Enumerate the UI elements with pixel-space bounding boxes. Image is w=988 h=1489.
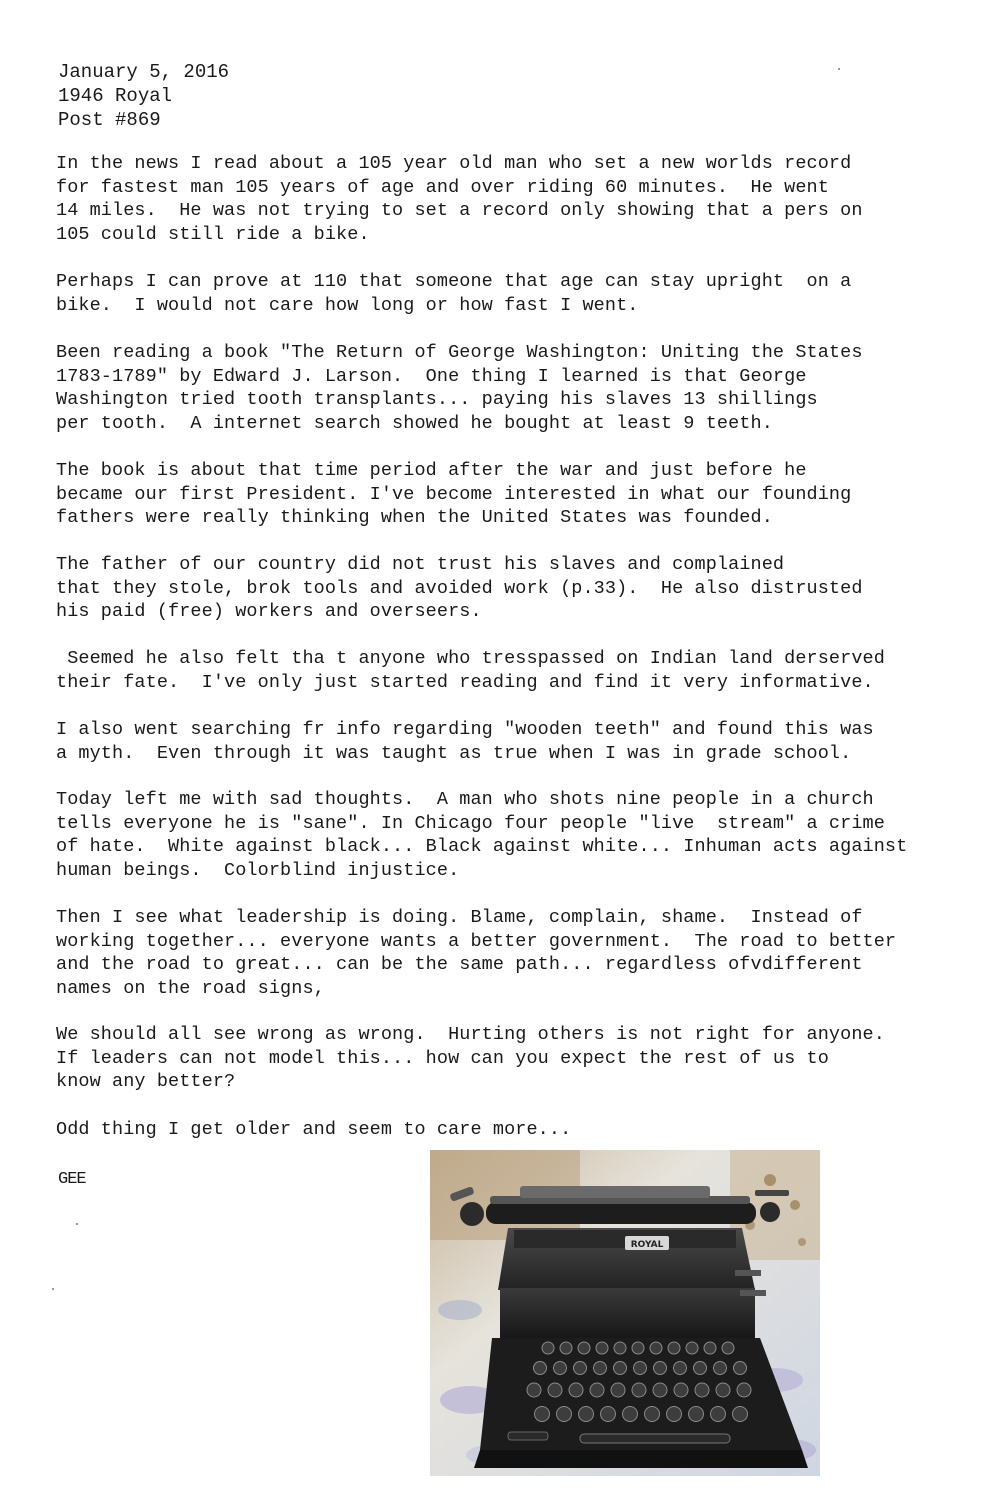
- typewriter-name: 1946 Royal: [58, 85, 173, 107]
- signoff-initials: GEE: [58, 1170, 86, 1189]
- paragraph-6: [56, 647, 956, 694]
- text-line: Then I see what leadership is doing. Blame, complain, shame. Instead of: [56, 907, 863, 928]
- letter-date: January 5, 2016: [58, 61, 230, 83]
- text-line: their fate. I've only just started reading and find it very informative.: [56, 671, 874, 693]
- paragraph-3: [56, 341, 956, 435]
- text-line: The father of our country did not trust his slaves and complained: [56, 554, 785, 575]
- paper-speck: [838, 68, 840, 70]
- paragraph-8: [56, 788, 956, 882]
- text-line: 105 could still ride a bike.: [56, 223, 370, 245]
- paper-speck: [52, 1288, 54, 1290]
- text-line: Been reading a book "The Return of George Washington: Uniting the States: [56, 342, 863, 363]
- text-line: of hate. White against black... Black against white... Inhuman acts against: [56, 836, 908, 857]
- text-line: became our first President. I've become interested in what our founding: [56, 483, 852, 505]
- paper-speck: [76, 1223, 78, 1225]
- typewriter-photo: [430, 1150, 820, 1476]
- text-line: and the road to great... can be the same path... regardless ofvdifferent: [56, 954, 863, 975]
- text-line: Odd thing I get older and seem to care more...: [56, 1119, 572, 1140]
- text-line: Perhaps I can prove at 110 that someone that age can stay upright on a: [56, 271, 852, 292]
- text-line: his paid (free) workers and overseers.: [56, 601, 482, 622]
- typewriter-illustration: [430, 1150, 820, 1476]
- text-line: that they stole, brok tools and avoided work (p.33). He also distrusted: [56, 577, 863, 599]
- paragraph-4: [56, 459, 956, 530]
- text-line: 1783-1789" by Edward J. Larson. One thing I learned is that George: [56, 365, 807, 387]
- text-line: Today left me with sad thoughts. A man who shots nine people in a church: [56, 789, 874, 810]
- text-line: working together... everyone wants a better government. The road to better: [56, 930, 897, 952]
- text-line: tells everyone he is "sane". In Chicago four people "live stream" a crime: [56, 812, 885, 834]
- text-line: If leaders can not model this... how can you expect the rest of us to: [56, 1047, 829, 1069]
- text-line: for fastest man 105 years of age and over riding 60 minutes. He went: [56, 176, 829, 198]
- paragraph-2: [56, 270, 956, 317]
- paragraph-9: [56, 906, 956, 1000]
- text-line: The book is about that time period after the war and just before he: [56, 460, 807, 481]
- letter-header: [58, 60, 229, 132]
- text-line: know any better?: [56, 1071, 236, 1092]
- text-line: human beings. Colorblind injustice.: [56, 859, 460, 881]
- text-line: 14 miles. He was not trying to set a record only showing that a pers on: [56, 200, 863, 221]
- text-line: Seemed he also felt tha t anyone who tresspassed on Indian land derserved: [56, 648, 885, 669]
- text-line: In the news I read about a 105 year old man who set a new worlds record: [56, 153, 852, 174]
- text-line: I also went searching fr info regarding "wooden teeth" and found this was: [56, 719, 874, 740]
- paragraph-5: [56, 553, 956, 624]
- text-line: names on the road signs,: [56, 977, 325, 999]
- text-line: bike. I would not care how long or how fast I went.: [56, 294, 639, 316]
- paragraph-1: [56, 152, 956, 246]
- paragraph-11: [56, 1118, 956, 1142]
- text-line: Washington tried tooth transplants... paying his slaves 13 shillings: [56, 389, 818, 410]
- paragraph-10: [56, 1023, 956, 1094]
- post-number: Post #869: [58, 109, 161, 131]
- paragraph-7: [56, 718, 956, 765]
- text-line: per tooth. A internet search showed he bought at least 9 teeth.: [56, 412, 773, 434]
- text-line: fathers were really thinking when the United States was founded.: [56, 507, 773, 528]
- text-line: a myth. Even through it was taught as true when I was in grade school.: [56, 742, 852, 764]
- brand-plate-text: ROYAL: [630, 1240, 664, 1250]
- text-line: We should all see wrong as wrong. Hurting others is not right for anyone.: [56, 1024, 885, 1045]
